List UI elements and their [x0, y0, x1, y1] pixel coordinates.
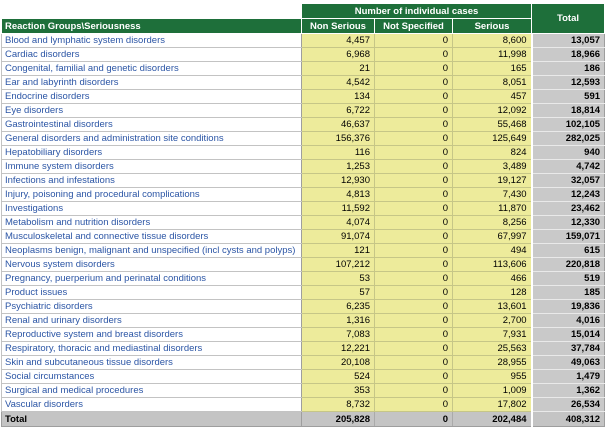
serious-value: 1,009 — [453, 384, 532, 398]
not-specified-value: 0 — [375, 328, 453, 342]
table-row — [2, 216, 605, 230]
grand-total-serious: 202,484 — [453, 412, 532, 427]
not-specified-value: 0 — [375, 398, 453, 412]
row-total-value: 18,966 — [532, 48, 605, 62]
not-specified-value: 0 — [375, 118, 453, 132]
not-specified-value: 0 — [375, 202, 453, 216]
corner-spacer — [2, 4, 302, 19]
reaction-group-link[interactable]: Endocrine disorders — [2, 90, 302, 104]
serious-value: 7,430 — [453, 188, 532, 202]
serious-value: 19,127 — [453, 174, 532, 188]
non-serious-value: 20,108 — [302, 356, 375, 370]
column-header-serious: Serious — [453, 19, 532, 34]
table-row — [2, 90, 605, 104]
not-specified-value: 0 — [375, 76, 453, 90]
not-specified-value: 0 — [375, 216, 453, 230]
serious-value: 55,468 — [453, 118, 532, 132]
reaction-group-link[interactable]: General disorders and administration site conditions — [2, 132, 302, 146]
serious-value: 457 — [453, 90, 532, 104]
table-row — [2, 272, 605, 286]
table-row — [2, 202, 605, 216]
not-specified-value: 0 — [375, 48, 453, 62]
non-serious-value: 12,930 — [302, 174, 375, 188]
corner-header: Reaction Groups\Seriousness — [2, 19, 302, 34]
table-row — [2, 258, 605, 272]
non-serious-value: 6,722 — [302, 104, 375, 118]
serious-value: 3,489 — [453, 160, 532, 174]
column-header-non-serious: Non Serious — [302, 19, 375, 34]
not-specified-value: 0 — [375, 286, 453, 300]
row-total-value: 23,462 — [532, 202, 605, 216]
reaction-group-link[interactable]: Investigations — [2, 202, 302, 216]
reaction-group-link[interactable]: Psychiatric disorders — [2, 300, 302, 314]
not-specified-value: 0 — [375, 370, 453, 384]
table-row — [2, 160, 605, 174]
non-serious-value: 21 — [302, 62, 375, 76]
row-total-value: 4,016 — [532, 314, 605, 328]
non-serious-value: 134 — [302, 90, 375, 104]
reaction-group-link[interactable]: Blood and lymphatic system disorders — [2, 34, 302, 48]
reaction-group-link[interactable]: Social circumstances — [2, 370, 302, 384]
table-row — [2, 118, 605, 132]
reaction-group-link[interactable]: Congenital, familial and genetic disorders — [2, 62, 302, 76]
table-row — [2, 62, 605, 76]
not-specified-value: 0 — [375, 146, 453, 160]
non-serious-value: 8,732 — [302, 398, 375, 412]
row-total-value: 4,742 — [532, 160, 605, 174]
row-total-value: 37,784 — [532, 342, 605, 356]
not-specified-value: 0 — [375, 90, 453, 104]
non-serious-value: 524 — [302, 370, 375, 384]
not-specified-value: 0 — [375, 132, 453, 146]
table-row — [2, 146, 605, 160]
serious-value: 824 — [453, 146, 532, 160]
serious-value: 28,955 — [453, 356, 532, 370]
reaction-group-link[interactable]: Skin and subcutaneous tissue disorders — [2, 356, 302, 370]
non-serious-value: 4,813 — [302, 188, 375, 202]
serious-value: 67,997 — [453, 230, 532, 244]
serious-value: 113,606 — [453, 258, 532, 272]
serious-value: 7,931 — [453, 328, 532, 342]
table-row — [2, 132, 605, 146]
not-specified-value: 0 — [375, 62, 453, 76]
row-total-value: 49,063 — [532, 356, 605, 370]
table-row — [2, 244, 605, 258]
table-header-row — [2, 19, 605, 34]
table-row — [2, 286, 605, 300]
non-serious-value: 1,316 — [302, 314, 375, 328]
row-total-value: 591 — [532, 90, 605, 104]
reaction-group-link[interactable]: Metabolism and nutrition disorders — [2, 216, 302, 230]
row-total-value: 186 — [532, 62, 605, 76]
table-row — [2, 328, 605, 342]
not-specified-value: 0 — [375, 244, 453, 258]
serious-value: 11,870 — [453, 202, 532, 216]
not-specified-value: 0 — [375, 258, 453, 272]
row-total-value: 1,479 — [532, 370, 605, 384]
non-serious-value: 4,074 — [302, 216, 375, 230]
reaction-group-link[interactable]: Neoplasms benign, malignant and unspecified (incl cysts and polyps) — [2, 244, 302, 258]
column-header-not-specified: Not Specified — [375, 19, 453, 34]
row-total-value: 15,014 — [532, 328, 605, 342]
table-row — [2, 104, 605, 118]
non-serious-value: 46,637 — [302, 118, 375, 132]
not-specified-value: 0 — [375, 104, 453, 118]
table-row — [2, 188, 605, 202]
seriousness-table — [1, 3, 605, 427]
row-total-value: 102,105 — [532, 118, 605, 132]
grand-total-non-serious: 205,828 — [302, 412, 375, 427]
table-row — [2, 384, 605, 398]
reaction-group-link[interactable]: Renal and urinary disorders — [2, 314, 302, 328]
row-total-value: 12,243 — [532, 188, 605, 202]
row-total-value: 220,818 — [532, 258, 605, 272]
reaction-group-link[interactable]: Hepatobiliary disorders — [2, 146, 302, 160]
non-serious-value: 7,083 — [302, 328, 375, 342]
reaction-group-link[interactable]: Vascular disorders — [2, 398, 302, 412]
reaction-group-link[interactable]: Reproductive system and breast disorders — [2, 328, 302, 342]
serious-value: 17,802 — [453, 398, 532, 412]
not-specified-value: 0 — [375, 160, 453, 174]
not-specified-value: 0 — [375, 342, 453, 356]
not-specified-value: 0 — [375, 356, 453, 370]
non-serious-value: 4,542 — [302, 76, 375, 90]
row-total-value: 1,362 — [532, 384, 605, 398]
serious-value: 125,649 — [453, 132, 532, 146]
row-total-value: 19,836 — [532, 300, 605, 314]
reaction-group-link[interactable]: Infections and infestations — [2, 174, 302, 188]
reaction-group-link[interactable]: Surgical and medical procedures — [2, 384, 302, 398]
table-row — [2, 34, 605, 48]
not-specified-value: 0 — [375, 300, 453, 314]
grand-total-row — [2, 412, 605, 427]
grand-total-not-specified: 0 — [375, 412, 453, 427]
non-serious-value: 53 — [302, 272, 375, 286]
table-row — [2, 230, 605, 244]
row-total-value: 940 — [532, 146, 605, 160]
non-serious-value: 116 — [302, 146, 375, 160]
row-total-value: 282,025 — [532, 132, 605, 146]
serious-value: 25,563 — [453, 342, 532, 356]
not-specified-value: 0 — [375, 174, 453, 188]
not-specified-value: 0 — [375, 188, 453, 202]
grand-total-label: Total — [2, 412, 302, 427]
not-specified-value: 0 — [375, 384, 453, 398]
serious-value: 494 — [453, 244, 532, 258]
row-total-value: 519 — [532, 272, 605, 286]
serious-value: 8,051 — [453, 76, 532, 90]
serious-value: 8,256 — [453, 216, 532, 230]
table-body — [2, 34, 605, 412]
table-row — [2, 342, 605, 356]
reaction-group-link[interactable]: Ear and labyrinth disorders — [2, 76, 302, 90]
table-row — [2, 398, 605, 412]
table-row — [2, 300, 605, 314]
non-serious-value: 4,457 — [302, 34, 375, 48]
reaction-group-link[interactable]: Nervous system disorders — [2, 258, 302, 272]
reaction-group-link[interactable]: Product issues — [2, 286, 302, 300]
serious-value: 2,700 — [453, 314, 532, 328]
row-total-value: 12,593 — [532, 76, 605, 90]
reaction-group-link[interactable]: Cardiac disorders — [2, 48, 302, 62]
row-total-value: 12,330 — [532, 216, 605, 230]
grand-total-overall: 408,312 — [532, 412, 605, 427]
reaction-group-link[interactable]: Injury, poisoning and procedural complications — [2, 188, 302, 202]
table-row — [2, 174, 605, 188]
row-total-value: 615 — [532, 244, 605, 258]
table-row — [2, 370, 605, 384]
row-total-value: 18,814 — [532, 104, 605, 118]
serious-value: 466 — [453, 272, 532, 286]
table-row — [2, 76, 605, 90]
reaction-group-link[interactable]: Gastrointestinal disorders — [2, 118, 302, 132]
reaction-group-link[interactable]: Respiratory, thoracic and mediastinal disorders — [2, 342, 302, 356]
table-row — [2, 356, 605, 370]
non-serious-value: 6,968 — [302, 48, 375, 62]
row-total-value: 13,057 — [532, 34, 605, 48]
non-serious-value: 107,212 — [302, 258, 375, 272]
serious-value: 128 — [453, 286, 532, 300]
table-header-group-row — [2, 4, 605, 19]
row-total-value: 26,534 — [532, 398, 605, 412]
serious-value: 8,600 — [453, 34, 532, 48]
non-serious-value: 156,376 — [302, 132, 375, 146]
non-serious-value: 91,074 — [302, 230, 375, 244]
not-specified-value: 0 — [375, 314, 453, 328]
not-specified-value: 0 — [375, 272, 453, 286]
serious-value: 165 — [453, 62, 532, 76]
not-specified-value: 0 — [375, 34, 453, 48]
serious-value: 955 — [453, 370, 532, 384]
row-total-value: 185 — [532, 286, 605, 300]
reaction-group-link[interactable]: Eye disorders — [2, 104, 302, 118]
reaction-group-link[interactable]: Immune system disorders — [2, 160, 302, 174]
serious-value: 12,092 — [453, 104, 532, 118]
reaction-group-link[interactable]: Pregnancy, puerperium and perinatal conditions — [2, 272, 302, 286]
table-row — [2, 48, 605, 62]
non-serious-value: 57 — [302, 286, 375, 300]
non-serious-value: 11,592 — [302, 202, 375, 216]
non-serious-value: 12,221 — [302, 342, 375, 356]
row-total-value: 159,071 — [532, 230, 605, 244]
group-header: Number of individual cases — [302, 4, 532, 19]
serious-value: 11,998 — [453, 48, 532, 62]
non-serious-value: 353 — [302, 384, 375, 398]
reaction-group-link[interactable]: Musculoskeletal and connective tissue disorders — [2, 230, 302, 244]
non-serious-value: 121 — [302, 244, 375, 258]
table-row — [2, 314, 605, 328]
column-header-total: Total — [532, 4, 605, 34]
row-total-value: 32,057 — [532, 174, 605, 188]
serious-value: 13,601 — [453, 300, 532, 314]
non-serious-value: 1,253 — [302, 160, 375, 174]
not-specified-value: 0 — [375, 230, 453, 244]
non-serious-value: 6,235 — [302, 300, 375, 314]
